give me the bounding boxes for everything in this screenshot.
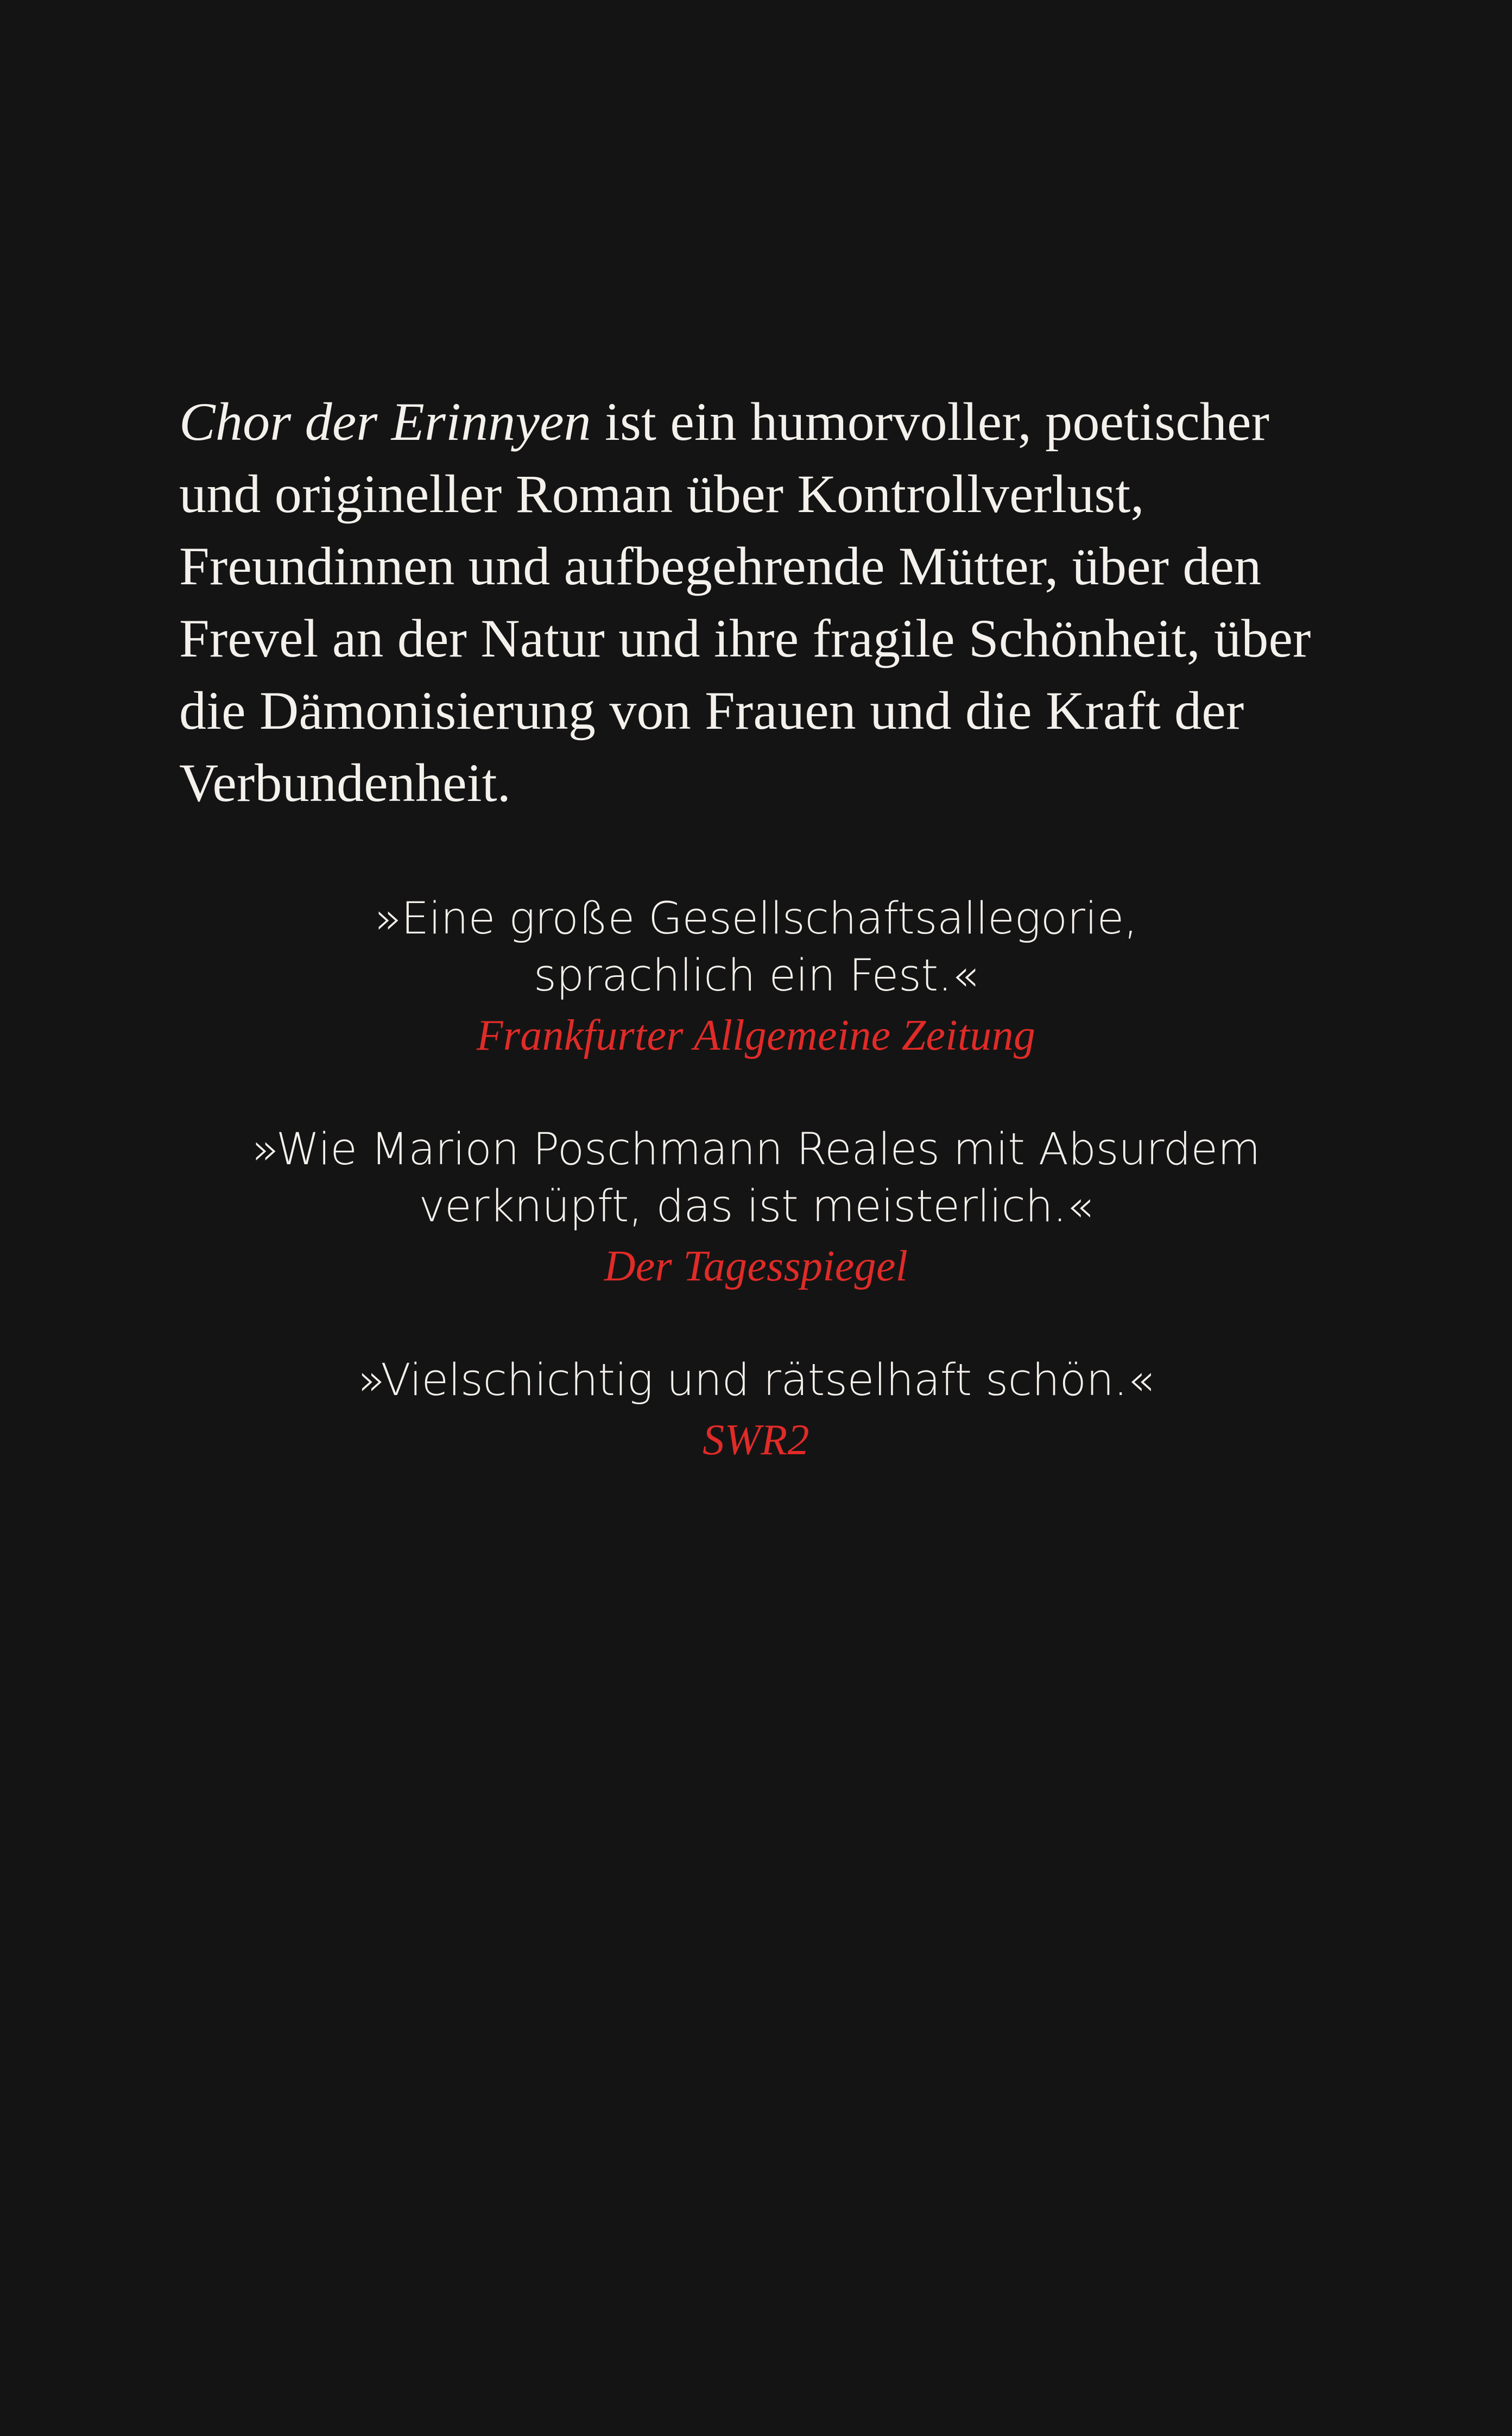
blurb-body: ist ein humorvoller, poetischer und origineller Roman über Kontrollverlust, Freundinnen und aufbegehrende Mütter, über den Frevel an der Natur und ihre fragile Schönheit, über die Dämonisierung von Frauen und die Kraft der Verbundenheit. — [179, 392, 1311, 813]
quote-item — [0, 891, 1512, 1064]
blurb-paragraph — [179, 386, 1325, 819]
quote-line-1: »Wie Marion Poschmann Reales mit Absurdem — [251, 1124, 1261, 1176]
press-quotes — [0, 891, 1512, 1469]
quote-line-1: »Eine große Gesellschaftsallegorie, — [374, 893, 1138, 944]
quote-item — [0, 1121, 1512, 1295]
quote-item — [0, 1352, 1512, 1469]
quote-source: Der Tagesspiegel — [604, 1242, 908, 1290]
quote-source: Frankfurter Allgemeine Zeitung — [476, 1011, 1036, 1059]
work-title: Chor der Erinnyen — [179, 392, 591, 452]
quote-line-2: sprachlich ein Fest.« — [533, 950, 979, 1002]
quote-source: SWR2 — [703, 1416, 809, 1464]
quote-line-1: »Vielschichtig und rätselhaft schön.« — [358, 1355, 1154, 1406]
quote-line-2: verknüpft, das ist meisterlich.« — [419, 1181, 1093, 1233]
